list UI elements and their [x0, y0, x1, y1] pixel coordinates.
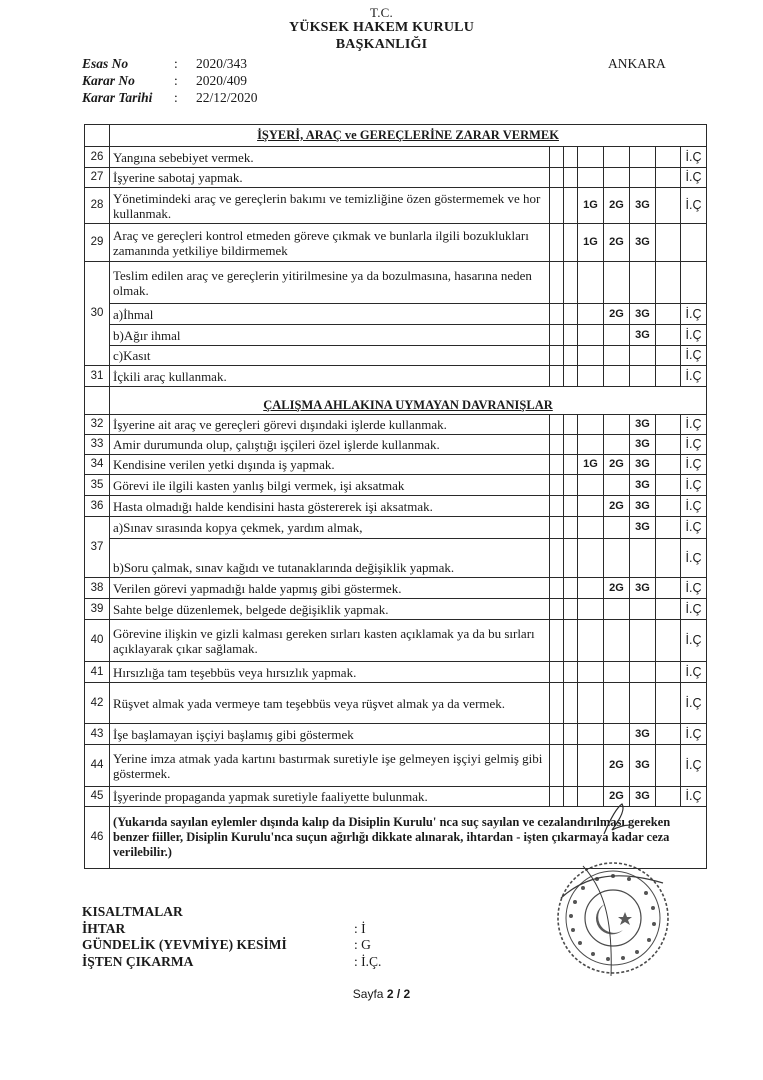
- row-text: Yerine imza atmak yada kartını bastırmak suretiyle işe gelmeyen işçiyi gelmiş gibi göstermek.: [110, 745, 550, 787]
- penalty-1g: 1G: [578, 455, 604, 475]
- penalty-dismissal: İ.Ç: [681, 188, 707, 224]
- page-prefix: Sayfa: [352, 987, 387, 1001]
- row-number: 27: [85, 168, 110, 188]
- table-row: [85, 599, 707, 620]
- meta-row-esas: [82, 55, 258, 72]
- row-number: 30: [85, 262, 110, 366]
- row-number: 46: [85, 807, 110, 869]
- row-text: Teslim edilen araç ve gereçlerin yitirilmesine ya da bozulmasına, hasarına neden olmak.: [110, 262, 550, 304]
- table-row: [85, 683, 707, 724]
- discipline-table: [84, 124, 707, 869]
- penalty-dismissal: İ.Ç: [681, 724, 707, 745]
- row-text: Sahte belge düzenlemek, belgede değişiklik yapmak.: [110, 599, 550, 620]
- row-number: 45: [85, 787, 110, 807]
- row-text: Araç ve gereçleri kontrol etmeden göreve çıkmak ve bunlarla ilgili bozuklukları zamanında yetkiliye bildirmemek: [110, 224, 550, 262]
- row-text: b)Soru çalmak, sınav kağıdı ve tutanaklarında değişiklik yapmak.: [110, 539, 550, 578]
- penalty-dismissal: İ.Ç: [681, 346, 707, 366]
- row-number: 44: [85, 745, 110, 787]
- table-subrow: [85, 304, 707, 325]
- row-number: 36: [85, 496, 110, 517]
- abbreviations: [82, 904, 381, 970]
- row-number: 33: [85, 435, 110, 455]
- penalty-3g: 3G: [630, 415, 656, 435]
- penalty-dismissal: İ.Ç: [681, 539, 707, 578]
- table-row: [85, 188, 707, 224]
- penalty-3g: 3G: [630, 455, 656, 475]
- penalty-dismissal: İ.Ç: [681, 435, 707, 455]
- row-text: Yönetimindeki araç ve gereçlerin bakımı ve temizliğine özen göstermemek ve hor kullanmak.: [110, 188, 550, 224]
- meta-label: Esas No: [82, 56, 129, 71]
- row-text: Hırsızlığa tam teşebbüs veya hırsızlık yapmak.: [110, 662, 550, 683]
- penalty-2g: 2G: [604, 578, 630, 599]
- table-row: [85, 517, 707, 539]
- penalty-3g: 3G: [630, 496, 656, 517]
- penalty-2g: 2G: [604, 455, 630, 475]
- row-text: Verilen görevi yapmadığı halde yapmış gibi göstermek.: [110, 578, 550, 599]
- meta-colon: :: [174, 56, 178, 71]
- penalty-dismissal: İ.Ç: [681, 599, 707, 620]
- case-meta: [82, 55, 258, 106]
- table-row: [85, 496, 707, 517]
- row-text: İşyerinde propaganda yapmak suretiyle faaliyette bulunmak.: [110, 787, 550, 807]
- row-text: Görevine ilişkin ve gizli kalması gereken sırları kasten açıklamak ya da bu sırları açıklayarak çıkar sağlamak.: [110, 620, 550, 662]
- row-number: 29: [85, 224, 110, 262]
- table-row: [85, 224, 707, 262]
- row-number: 39: [85, 599, 110, 620]
- meta-colon: :: [174, 73, 178, 88]
- row-number: 37: [85, 517, 110, 578]
- table-row: [85, 620, 707, 662]
- row-number: 38: [85, 578, 110, 599]
- table-row: [85, 578, 707, 599]
- penalty-dismissal: İ.Ç: [681, 475, 707, 496]
- abbr-row: [82, 921, 381, 938]
- row-text: İşe başlamayan işçiyi başlamış gibi göstermek: [110, 724, 550, 745]
- official-seal-icon: [553, 858, 673, 978]
- abbr-value: : İ.Ç.: [354, 953, 382, 969]
- header-tc: T.C.: [370, 5, 393, 20]
- row-text: a)İhmal: [110, 304, 550, 325]
- penalty-dismissal: İ.Ç: [681, 517, 707, 539]
- row-text: İşyerine ait araç ve gereçleri görevi dışındaki işlerde kullanmak.: [110, 415, 550, 435]
- table-row: [85, 662, 707, 683]
- abbr-label: İHTAR: [82, 920, 126, 936]
- section-row: [85, 125, 707, 147]
- row-text: Amir durumunda olup, çalıştığı işçileri özel işlerde kullanmak.: [110, 435, 550, 455]
- section-title: İŞYERİ, ARAÇ ve GEREÇLERİNE ZARAR VERMEK: [110, 125, 707, 147]
- penalty-2g: 2G: [604, 304, 630, 325]
- row-text: a)Sınav sırasında kopya çekmek, yardım almak,: [110, 517, 550, 539]
- penalty-dismissal: İ.Ç: [681, 662, 707, 683]
- abbr-label: GÜNDELİK (YEVMİYE) KESİMİ: [82, 937, 287, 952]
- row-text: (Yukarıda sayılan eylemler dışında kalıp da Disiplin Kurulu' nca suç sayılan ve cezalandırılması gereken benzer fiiller, Disiplin Kurulu'nca suçun ağırlığı dikkate alınarak, ihtardan - işten çıkarmaya kadar ceza verilebilir.): [110, 807, 707, 869]
- page-number: [0, 987, 763, 1001]
- meta-value: 22/12/2020: [196, 90, 258, 105]
- abbreviations-title: KISALTMALAR: [82, 904, 183, 919]
- abbr-row: [82, 954, 381, 971]
- penalty-1g: 1G: [578, 188, 604, 224]
- penalty-3g: 3G: [630, 578, 656, 599]
- row-number: 35: [85, 475, 110, 496]
- penalty-2g: 2G: [604, 496, 630, 517]
- penalty-dismissal: İ.Ç: [681, 168, 707, 188]
- row-text: Hasta olmadığı halde kendisini hasta göstererek işi aksatmak.: [110, 496, 550, 517]
- row-text: Yangına sebebiyet vermek.: [110, 147, 550, 168]
- table-row: [85, 724, 707, 745]
- meta-row-date: [82, 89, 258, 106]
- penalty-2g: 2G: [604, 787, 630, 807]
- meta-value: 2020/409: [196, 73, 248, 88]
- penalty-2g: 2G: [604, 188, 630, 224]
- penalty-dismissal: İ.Ç: [681, 147, 707, 168]
- page-count: 2 / 2: [386, 987, 411, 1001]
- meta-label: Karar No: [82, 73, 135, 88]
- table-row: [85, 475, 707, 496]
- penalty-3g: 3G: [630, 517, 656, 539]
- row-number: 41: [85, 662, 110, 683]
- penalty-3g: 3G: [630, 475, 656, 496]
- table-row: [85, 168, 707, 188]
- table-row: [85, 147, 707, 168]
- row-text: Görevi ile ilgili kasten yanlış bilgi vermek, işi aksatmak: [110, 475, 550, 496]
- penalty-dismissal: İ.Ç: [681, 496, 707, 517]
- penalty-3g: 3G: [630, 325, 656, 346]
- penalty-dismissal: İ.Ç: [681, 455, 707, 475]
- penalty-3g: 3G: [630, 304, 656, 325]
- table-subrow: [85, 539, 707, 578]
- meta-label: Karar Tarihi: [82, 90, 153, 105]
- row-number: 28: [85, 188, 110, 224]
- city: ANKARA: [608, 56, 666, 71]
- meta-value: 2020/343: [196, 56, 248, 71]
- row-number: 42: [85, 683, 110, 724]
- section-title: ÇALIŞMA AHLAKINA UYMAYAN DAVRANIŞLAR: [110, 387, 707, 415]
- table-row: [85, 262, 707, 304]
- penalty-dismissal: İ.Ç: [681, 745, 707, 787]
- penalty-3g: 3G: [630, 745, 656, 787]
- penalty-dismissal: İ.Ç: [681, 325, 707, 346]
- row-text: Rüşvet almak yada vermeye tam teşebbüs veya rüşvet almak ya da vermek.: [110, 683, 550, 724]
- row-number: 34: [85, 455, 110, 475]
- meta-colon: :: [174, 90, 178, 105]
- abbr-row: [82, 937, 381, 954]
- penalty-3g: 3G: [630, 787, 656, 807]
- row-text: c)Kasıt: [110, 346, 550, 366]
- table-row: [85, 366, 707, 387]
- penalty-dismissal: İ.Ç: [681, 683, 707, 724]
- penalty-3g: 3G: [630, 724, 656, 745]
- row-text: b)Ağır ihmal: [110, 325, 550, 346]
- penalty-dismissal: İ.Ç: [681, 304, 707, 325]
- row-number: 32: [85, 415, 110, 435]
- penalty-2g: 2G: [604, 745, 630, 787]
- penalty-dismissal: İ.Ç: [681, 366, 707, 387]
- abbr-value: : G: [354, 937, 371, 952]
- table-row: [85, 435, 707, 455]
- row-number: 26: [85, 147, 110, 168]
- row-number: 31: [85, 366, 110, 387]
- penalty-dismissal: İ.Ç: [681, 787, 707, 807]
- header-institution: YÜKSEK HAKEM KURULU: [288, 20, 475, 35]
- penalty-dismissal: İ.Ç: [681, 620, 707, 662]
- abbr-value: : İ: [354, 920, 366, 936]
- penalty-1g: 1G: [578, 224, 604, 262]
- header-presidency: BAŞKANLIĞI: [335, 37, 428, 52]
- table-row: [85, 745, 707, 787]
- row-text: İçkili araç kullanmak.: [110, 366, 550, 387]
- section-row: [85, 387, 707, 415]
- penalty-dismissal: İ.Ç: [681, 578, 707, 599]
- penalty-3g: 3G: [630, 435, 656, 455]
- penalty-dismissal: İ.Ç: [681, 415, 707, 435]
- row-number: 43: [85, 724, 110, 745]
- table-row: [85, 415, 707, 435]
- row-text: Kendisine verilen yetki dışında iş yapmak.: [110, 455, 550, 475]
- penalty-3g: 3G: [630, 188, 656, 224]
- abbr-label: İŞTEN ÇIKARMA: [82, 953, 194, 969]
- penalty-3g: 3G: [630, 224, 656, 262]
- row-text: İşyerine sabotaj yapmak.: [110, 168, 550, 188]
- row-number: 40: [85, 620, 110, 662]
- initials-signature-icon: [598, 800, 638, 838]
- table-subrow: [85, 325, 707, 346]
- penalty-2g: 2G: [604, 224, 630, 262]
- table-subrow: [85, 346, 707, 366]
- table-row: [85, 455, 707, 475]
- meta-row-karar: [82, 72, 258, 89]
